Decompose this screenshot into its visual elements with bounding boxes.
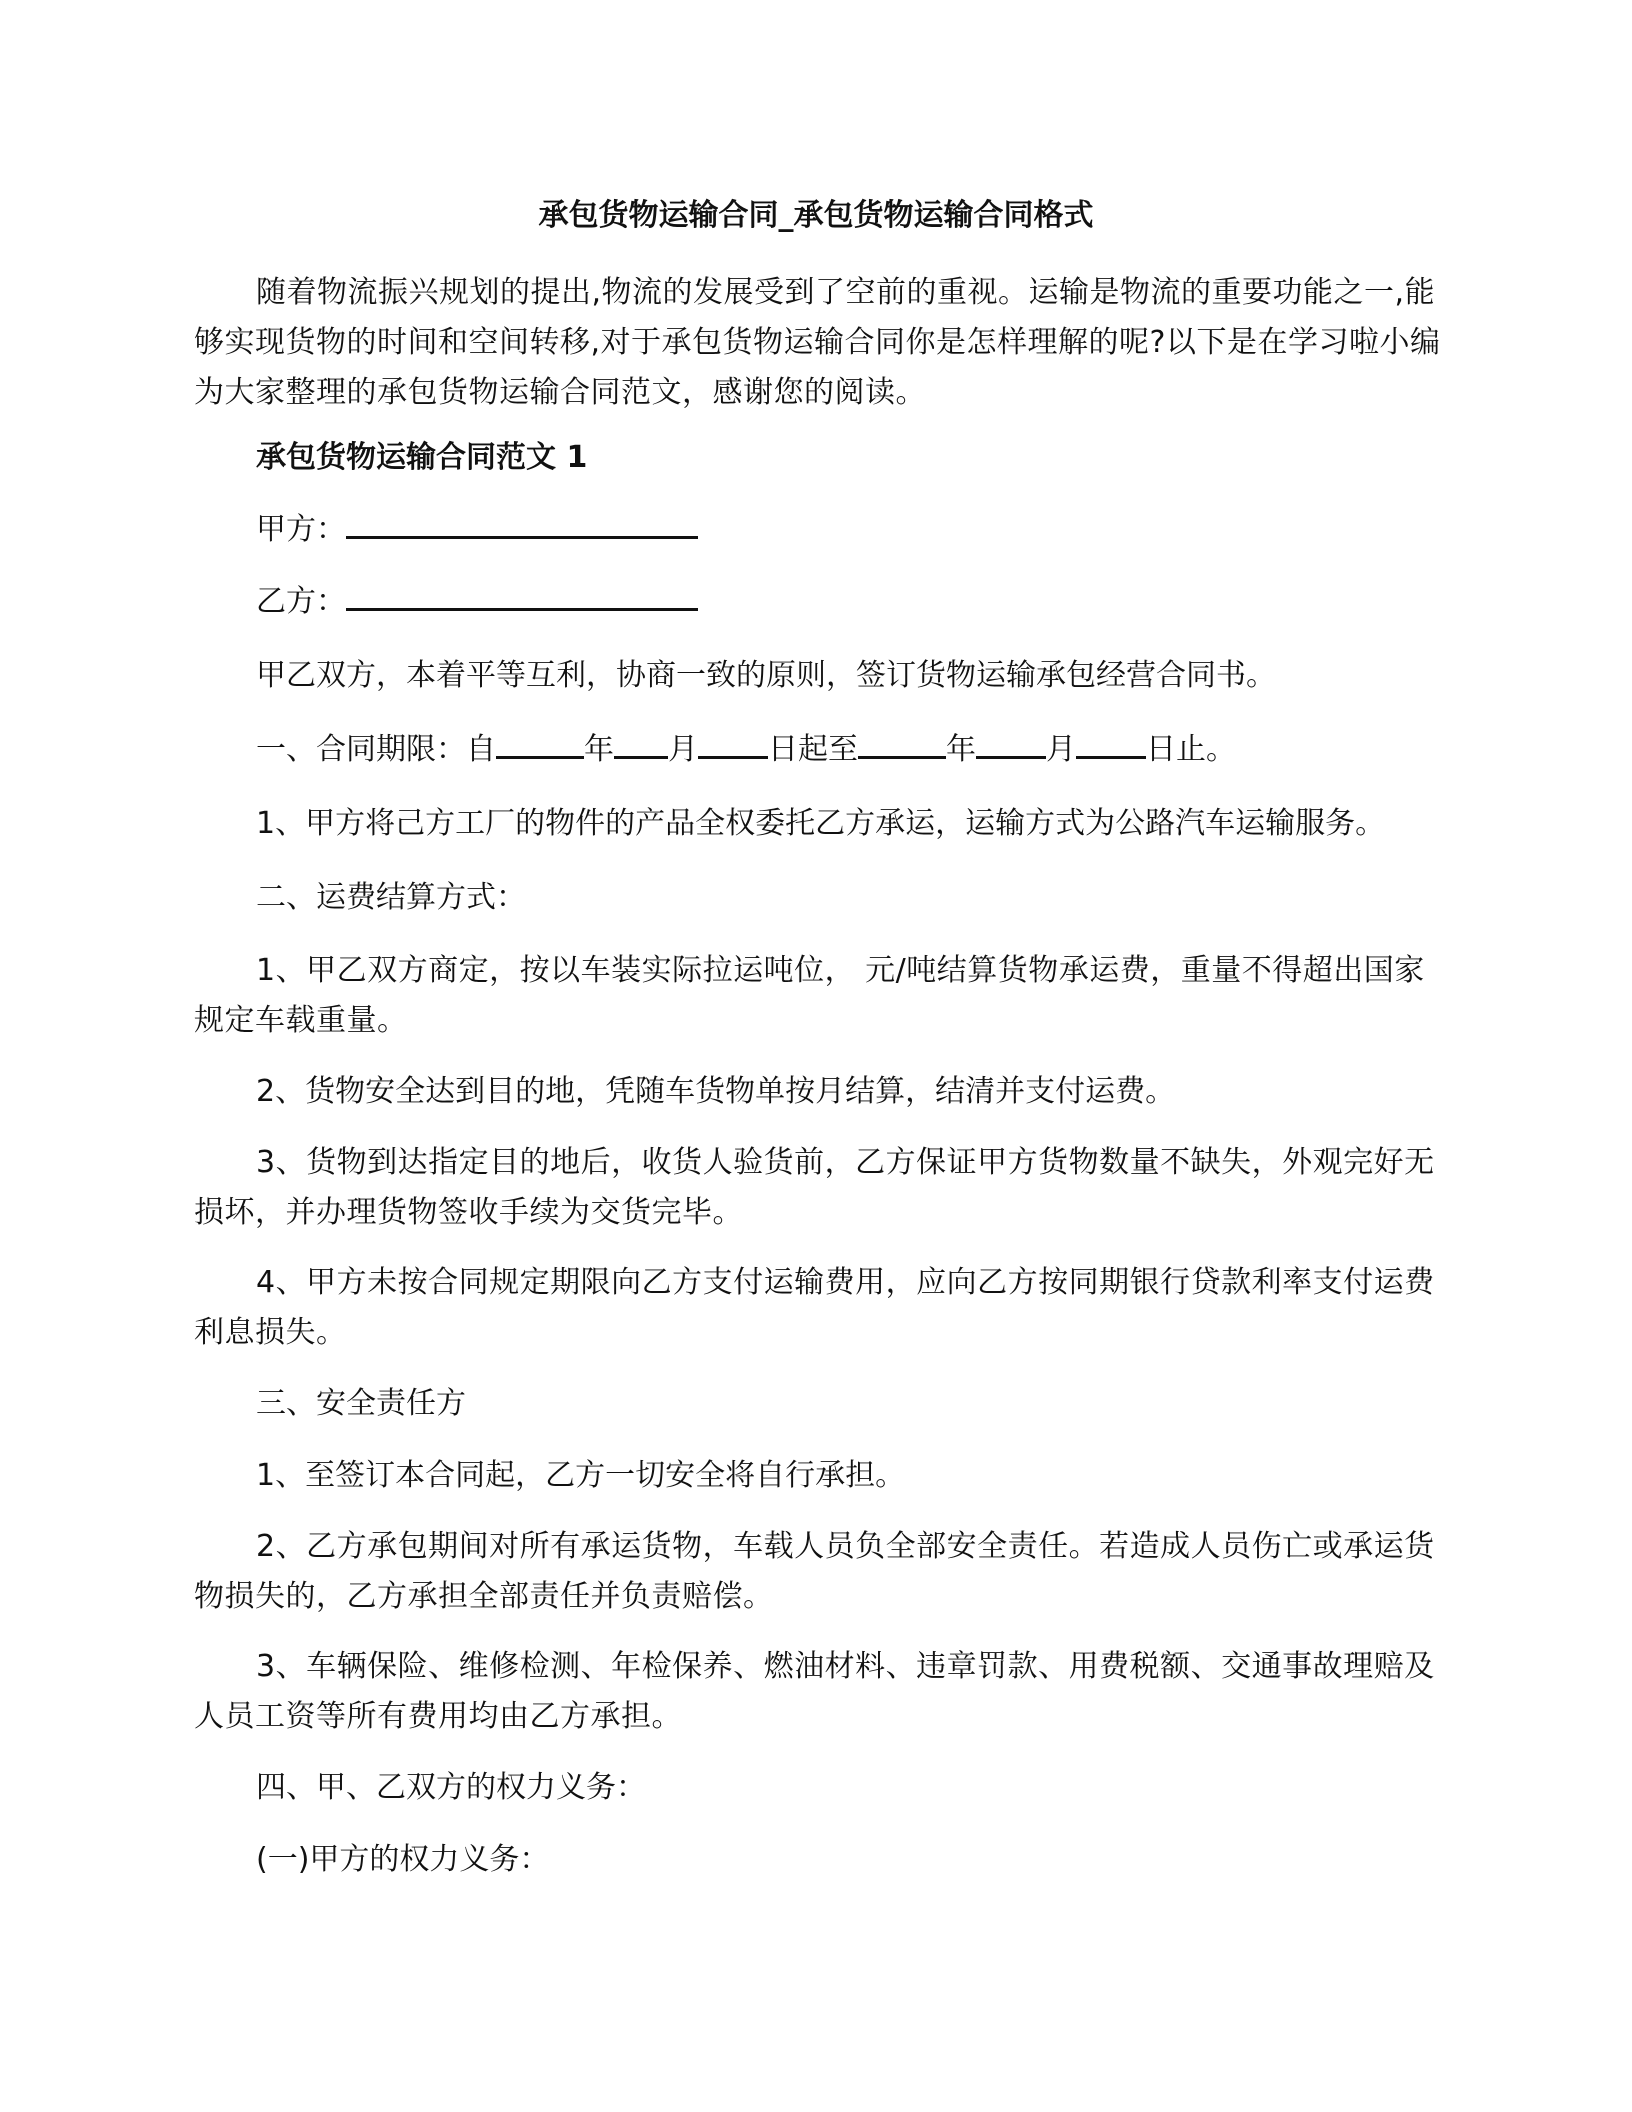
end-day-blank[interactable]: [1076, 726, 1146, 759]
end-year-blank[interactable]: [858, 726, 946, 759]
term-year2: 年: [946, 732, 976, 767]
term-day1: 日起至: [768, 732, 858, 767]
party-a-label: 甲方：: [256, 512, 346, 547]
preamble: 甲乙双方，本着平等互利，协商一致的原则，签订货物运输承包经营合同书。: [256, 658, 1276, 693]
term-day2: 日止。: [1146, 732, 1236, 767]
clause-2-2: 2、货物安全达到目的地，凭随车货物单按月结算，结清并支付运费。: [256, 1074, 1176, 1109]
section-3-heading: 三、安全责任方: [256, 1386, 466, 1421]
term-year1: 年: [584, 732, 614, 767]
start-year-blank[interactable]: [496, 726, 584, 759]
clause-3-1: 1、至签订本合同起，乙方一切安全将自行承担。: [256, 1458, 906, 1493]
start-day-blank[interactable]: [698, 726, 768, 759]
term-line: [256, 726, 1236, 774]
party-b-blank[interactable]: [346, 578, 698, 611]
clause-2-1: 1、甲乙双方商定，按以车装实际拉运吨位， 元/吨结算货物承运费，重量不得超出国家规定车载重量。: [194, 953, 1425, 1038]
term-prefix: 一、合同期限：自: [256, 732, 496, 767]
section-4-heading: 四、甲、乙双方的权力义务：: [256, 1770, 646, 1805]
party-b-label: 乙方：: [256, 584, 346, 619]
party-b-line: [256, 578, 698, 626]
subsection-4-1: (一)甲方的权力义务：: [256, 1842, 550, 1877]
term-month2: 月: [1046, 732, 1076, 767]
section-2-heading: 二、运费结算方式：: [256, 880, 526, 915]
start-month-blank[interactable]: [614, 726, 668, 759]
party-a-blank[interactable]: [346, 506, 698, 539]
intro-paragraph: 随着物流振兴规划的提出,物流的发展受到了空前的重视。运输是物流的重要功能之一,能够实现货物的时间和空间转移,对于承包货物运输合同你是怎样理解的呢?以下是在学习啦小编为大家整理的承包货物运输合同范文，感谢您的阅读。: [194, 275, 1441, 410]
clause-2-4: 4、甲方未按合同规定期限向乙方支付运输费用，应向乙方按同期银行贷款利率支付运费利息损失。: [194, 1265, 1435, 1350]
document-title: 承包货物运输合同_承包货物运输合同格式: [538, 198, 1094, 233]
section-heading: 承包货物运输合同范文 1: [256, 440, 588, 475]
clause-3-2: 2、乙方承包期间对所有承运货物，车载人员负全部安全责任。若造成人员伤亡或承运货物损失的，乙方承担全部责任并负责赔偿。: [194, 1529, 1435, 1614]
end-month-blank[interactable]: [976, 726, 1046, 759]
clause-1-1: 1、甲方将己方工厂的物件的产品全权委托乙方承运，运输方式为公路汽车运输服务。: [256, 806, 1386, 841]
term-month1: 月: [668, 732, 698, 767]
party-a-line: [256, 506, 698, 554]
clause-3-3: 3、车辆保险、维修检测、年检保养、燃油材料、违章罚款、用费税额、交通事故理赔及人员工资等所有费用均由乙方承担。: [194, 1649, 1435, 1734]
clause-2-3: 3、货物到达指定目的地后，收货人验货前，乙方保证甲方货物数量不缺失，外观完好无损坏，并办理货物签收手续为交货完毕。: [194, 1145, 1435, 1230]
